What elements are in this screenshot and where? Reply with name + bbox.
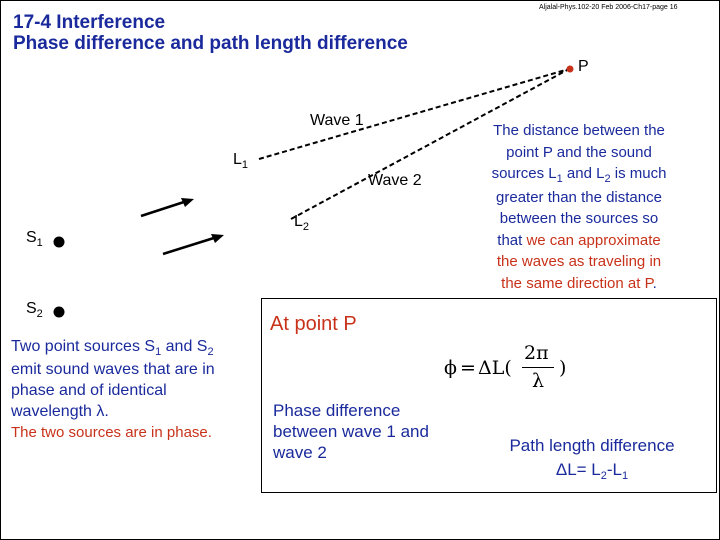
phase-difference-label: Phase difference between wave 1 and wave 2 xyxy=(273,401,429,462)
l1-label: $L_1$ xyxy=(233,151,249,171)
wave1-arrow xyxy=(141,201,187,216)
point-p-label: P xyxy=(578,58,589,75)
sources-description: Two point sources $S_1$ and $S_2$ emit sound waves that are in phase and of identical wavelength λ. The two sources are in phase. xyxy=(11,338,215,441)
l2-label: $L_2$ xyxy=(294,213,310,233)
s1-label: $S_1$ xyxy=(26,229,43,249)
box-title: At point P xyxy=(270,313,357,335)
page-title: 17-4 Interference xyxy=(13,12,166,33)
wave1-label: Wave 1 xyxy=(310,112,364,129)
approximation-explanation: The distance between the point P and the sound sources $L_1$ and $L_2$ is much greater than the distance between the sources so that we can approximate the waves as traveling in the same direction at P. xyxy=(491,122,667,292)
fraction-bar xyxy=(522,367,554,368)
page-subtitle: Phase difference and path length difference xyxy=(13,33,408,54)
point-p-dot xyxy=(567,66,574,73)
source-s1-dot xyxy=(54,237,65,248)
path-length-difference: Path length difference $\Delta L= L_2-L_1$ xyxy=(509,436,675,482)
source-s2-dot xyxy=(54,307,65,318)
phase-formula: ϕ = ΔL( 2π λ ) xyxy=(444,342,567,392)
wave2-label: Wave 2 xyxy=(368,172,422,189)
s2-label: $S_2$ xyxy=(26,300,43,320)
wave2-arrow xyxy=(163,237,217,254)
slide-reference: Aljalal-Phys.102-20 Feb 2006-Ch17-page 16 xyxy=(539,4,678,11)
